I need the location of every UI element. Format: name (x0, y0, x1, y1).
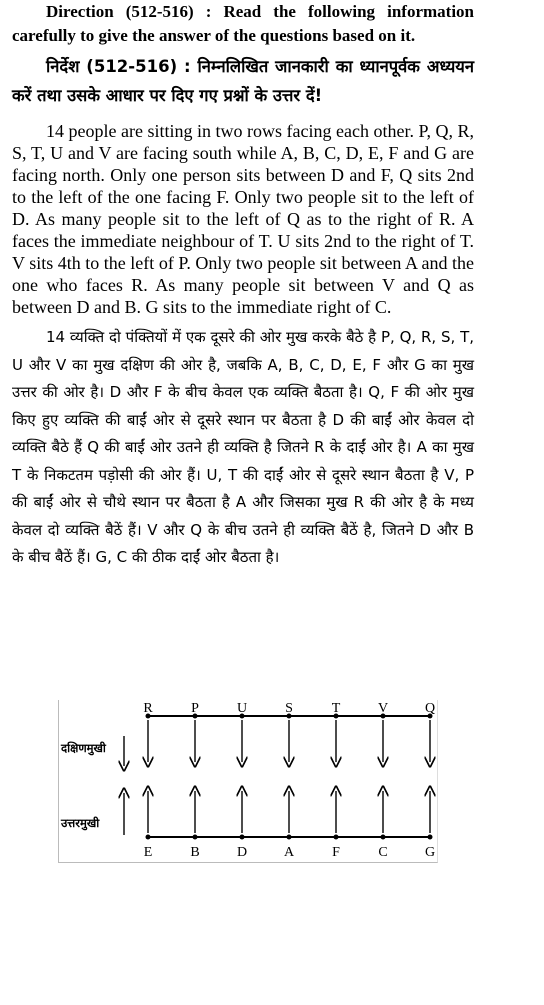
bottom-seat-label: C (378, 845, 388, 860)
seating-diagram-svg (59, 700, 437, 862)
bottom-seat-label: E (143, 845, 153, 860)
bottom-seat-label: A (283, 845, 295, 860)
top-seat-label: U (236, 701, 248, 716)
bottom-seat-label: B (190, 845, 200, 860)
bottom-seat-dot (240, 835, 245, 840)
bottom-seat-dot (287, 835, 292, 840)
seating-diagram (58, 700, 438, 863)
north-facing-label: उत्तरमुखी (61, 816, 100, 830)
passage-english: 14 people are sitting in two rows facing each other. P, Q, R, S, T, U and V are facing south while A, B, C, D, E, F and G are facing north. Only one person sits between D and F, Q sits 2nd to the left of the one facing F. Only two people sit to the left of D. As many people sit to the left of Q as to the right of R. A faces the immediate neighbour of T. U sits 2nd to the right of T. V sits 4th to the left of P. Only two people sit between A and the one who faces R. As many people sit between V and Q as between D and B. G sits to the immediate right of C. (12, 121, 474, 317)
top-seat-label: S (285, 701, 293, 716)
bottom-seat-label: D (236, 845, 248, 860)
top-seat-label: Q (424, 701, 436, 716)
top-seat-label: R (143, 701, 153, 716)
document-page (12, 0, 474, 572)
bottom-seat-dot (193, 835, 198, 840)
bottom-seat-dot (381, 835, 386, 840)
bottom-seat-dot (334, 835, 339, 840)
bottom-seat-label: G (424, 845, 436, 860)
south-facing-label: दक्षिणमुखी (61, 741, 106, 755)
top-seat-label: T (331, 701, 341, 716)
top-seat-label: P (191, 701, 199, 716)
direction-hindi: निर्देश (512-516) : निम्नलिखित जानकारी का ध्यानपूर्वक अध्ययन करें तथा उसके आधार पर दिए गए प्रश्नों के उत्तर दें! (12, 57, 474, 105)
bottom-seat-dot (428, 835, 433, 840)
bottom-seat-label: F (332, 845, 340, 860)
direction-english: Direction (512-516) : Read the following information carefully to give the answer of the questions based on it. (12, 2, 474, 45)
passage-hindi: 14 व्यक्ति दो पंक्तियों में एक दूसरे की ओर मुख करके बैठे है P, Q, R, S, T, U और V का मुख दक्षिण की ओर है, जबकि A, B, C, D, E, F और G का मुख उत्तर की ओर है। D और F के बीच केवल एक व्यक्ति बैठता है। Q, F की ओर मुख किए हुए व्यक्ति की बाईं ओर से दूसरे स्थान पर बैठता है D की बाईं ओर केवल दो व्यक्ति बैठे हैं Q की बाईं ओर उतने ही व्यक्ति है जितने R के दाईं ओर है। A का मुख T के निकटतम पड़ोसी की ओर हैं। U, T की दाईं ओर से दूसरे स्थान बैठता है V, P की बाईं ओर से चौथे स्थान पर बैठता है A और जिसका मुख R की ओर है के मध्य केवल दो व्यक्ति बैठें हैं। V और Q के बीच उतने ही व्यक्ति बैठें है, जितने D और B के बीच बैठें हैं। G, C की ठीक दाईं ओर बैठता है। (12, 328, 474, 566)
top-seat-label: V (377, 701, 389, 716)
bottom-seat-dot (146, 835, 151, 840)
